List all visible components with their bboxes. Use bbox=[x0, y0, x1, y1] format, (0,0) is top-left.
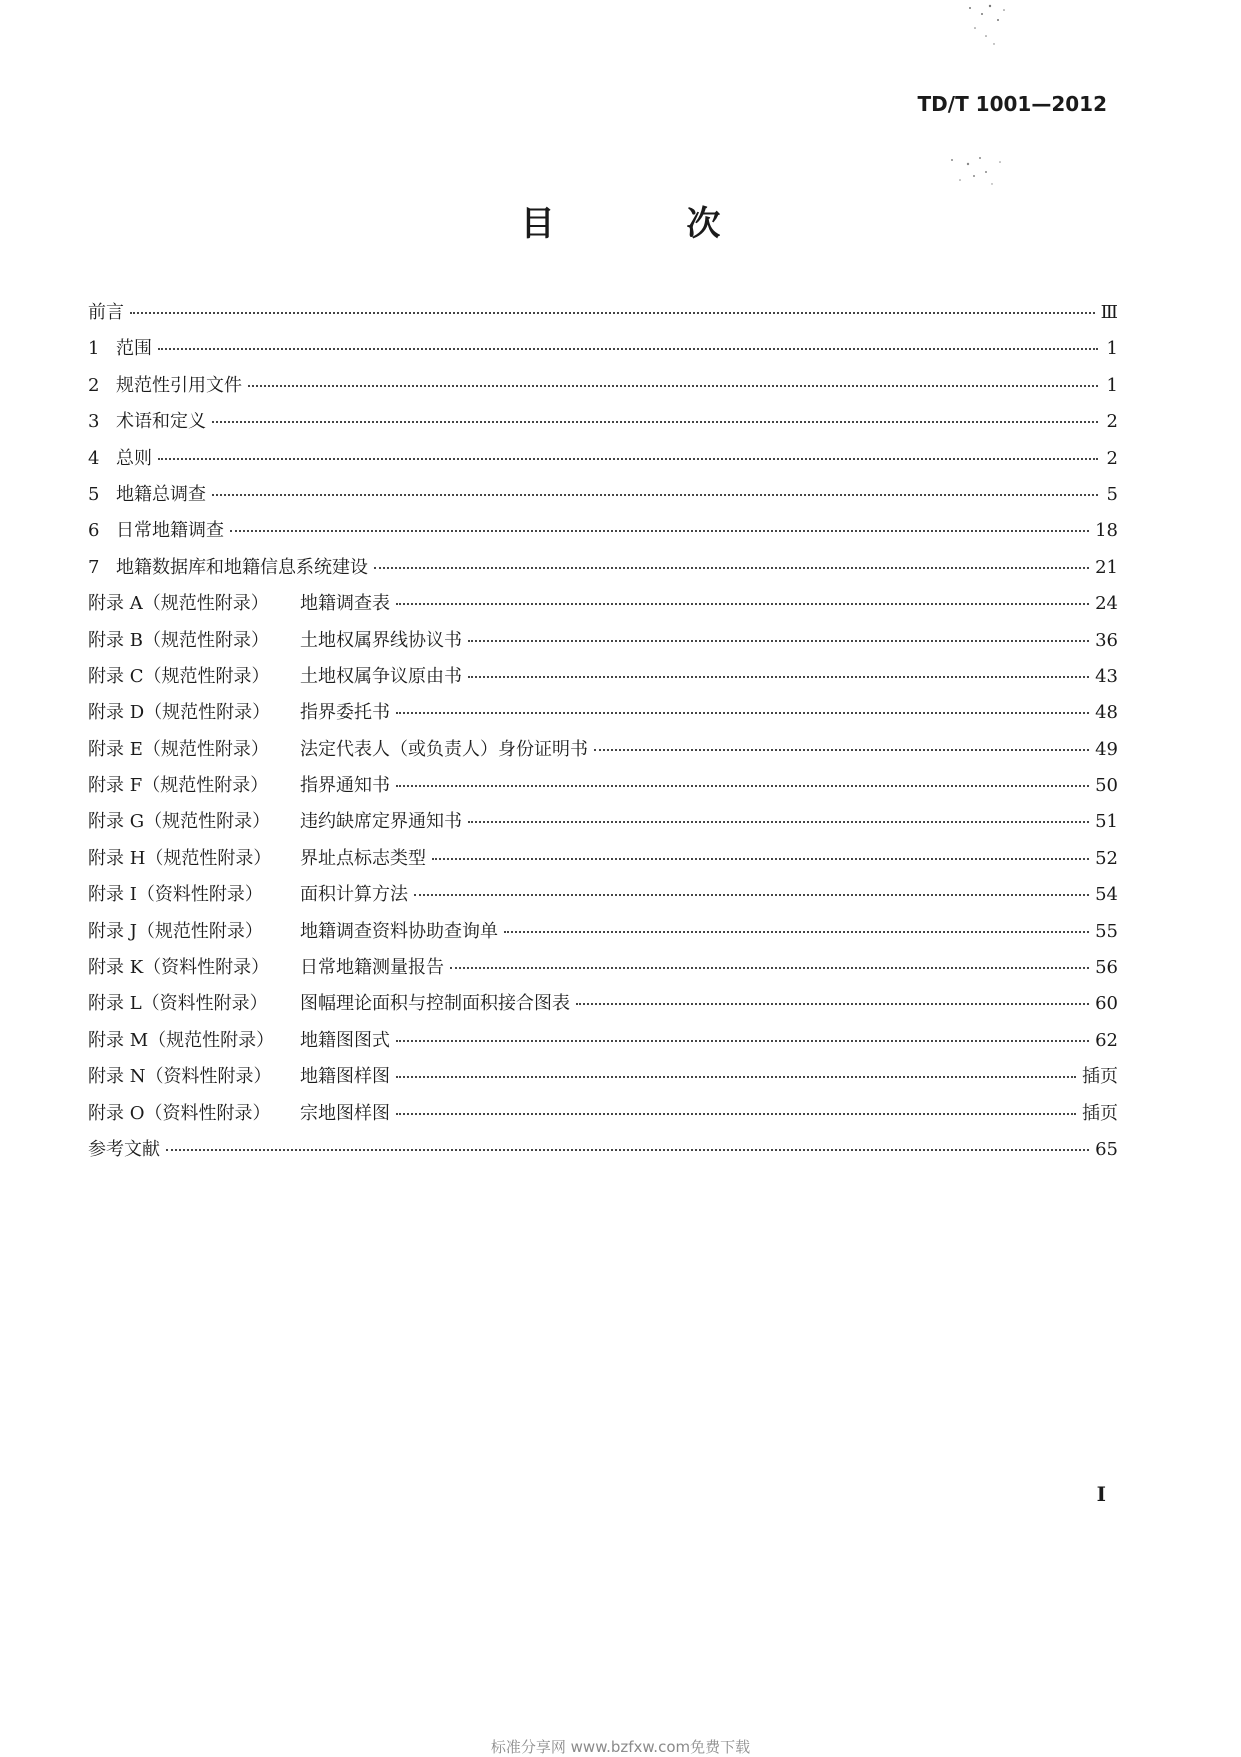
toc-entry[interactable] bbox=[88, 334, 1118, 370]
toc-entry-page: 插页 bbox=[1082, 1102, 1118, 1124]
toc-dot-leader bbox=[450, 967, 1089, 969]
toc-dot-leader bbox=[248, 385, 1098, 387]
toc-dot-leader bbox=[374, 567, 1089, 569]
toc-entry-appendix: 附录 J（规范性附录） bbox=[88, 920, 263, 942]
toc-dot-leader bbox=[396, 603, 1089, 605]
toc-entry-page: 50 bbox=[1095, 775, 1118, 797]
toc-entry-label: 日常地籍调查 bbox=[116, 520, 224, 542]
toc-entry[interactable] bbox=[88, 662, 1118, 698]
toc-entry-appendix: 附录 E（规范性附录） bbox=[88, 738, 269, 760]
toc-dot-leader bbox=[396, 1113, 1076, 1115]
toc-entry-label: 规范性引用文件 bbox=[116, 374, 242, 396]
toc-entry-page: 2 bbox=[1106, 411, 1118, 433]
toc-entry-label: 图幅理论面积与控制面积接合图表 bbox=[300, 993, 570, 1015]
toc-entry-page: 2 bbox=[1106, 447, 1118, 469]
toc-entry-page: 43 bbox=[1095, 665, 1118, 687]
toc-entry-label: 土地权属界线协议书 bbox=[300, 629, 462, 651]
toc-entry-label: 地籍调查资料协助查询单 bbox=[300, 920, 498, 942]
toc-dot-leader bbox=[396, 712, 1089, 714]
toc-entry-page: 62 bbox=[1095, 1029, 1118, 1051]
toc-dot-leader bbox=[468, 821, 1089, 823]
toc-entry-page: 1 bbox=[1106, 338, 1118, 360]
toc-dot-leader bbox=[158, 348, 1098, 350]
toc-entry-page: 36 bbox=[1095, 629, 1118, 651]
toc-entry[interactable] bbox=[88, 771, 1118, 807]
toc-entry-number: 7 bbox=[88, 556, 100, 578]
toc-entry-label: 参考文献 bbox=[88, 1138, 160, 1160]
toc-entry-label: 地籍图样图 bbox=[300, 1066, 390, 1088]
footer-watermark: 标准分享网 www.bzfxw.com免费下载 bbox=[490, 1738, 751, 1756]
toc-entry-appendix: 附录 B（规范性附录） bbox=[88, 629, 269, 651]
toc-entry-page: 54 bbox=[1095, 884, 1118, 906]
toc-dot-leader bbox=[468, 676, 1089, 678]
toc-entry[interactable] bbox=[88, 480, 1118, 516]
toc-dot-leader bbox=[212, 494, 1098, 496]
toc-entry-appendix: 附录 O（资料性附录） bbox=[88, 1102, 271, 1124]
toc-entry[interactable] bbox=[88, 880, 1118, 916]
toc-entry[interactable] bbox=[88, 989, 1118, 1025]
toc-entry[interactable] bbox=[88, 371, 1118, 407]
toc-entry-label: 指界通知书 bbox=[300, 775, 390, 797]
toc-entry[interactable] bbox=[88, 298, 1118, 334]
toc-entry[interactable] bbox=[88, 1099, 1118, 1135]
toc-entry-page: 1 bbox=[1106, 374, 1118, 396]
toc-dot-leader bbox=[576, 1003, 1089, 1005]
scan-noise bbox=[960, 0, 1040, 60]
toc-dot-leader bbox=[396, 1076, 1076, 1078]
toc-dot-leader bbox=[432, 858, 1089, 860]
toc-entry-page: 56 bbox=[1095, 957, 1118, 979]
toc-dot-leader bbox=[396, 785, 1089, 787]
toc-entry-label: 地籍图图式 bbox=[300, 1029, 390, 1051]
toc-dot-leader bbox=[414, 894, 1089, 896]
toc-entry[interactable] bbox=[88, 1026, 1118, 1062]
toc-entry-label: 法定代表人（或负责人）身份证明书 bbox=[300, 738, 588, 760]
toc-entry-appendix: 附录 G（规范性附录） bbox=[88, 811, 271, 833]
toc-entry-number: 1 bbox=[88, 338, 100, 360]
toc-entry-page: Ⅲ bbox=[1100, 302, 1118, 323]
toc-entry-appendix: 附录 I（资料性附录） bbox=[88, 884, 263, 906]
toc-entry[interactable] bbox=[88, 807, 1118, 843]
toc-entry-label: 范围 bbox=[116, 338, 152, 360]
toc-entry[interactable] bbox=[88, 844, 1118, 880]
toc-entry-label: 日常地籍测量报告 bbox=[300, 957, 444, 979]
toc-entry-page: 插页 bbox=[1082, 1066, 1118, 1088]
toc-dot-leader bbox=[130, 312, 1095, 314]
toc-dot-leader bbox=[468, 640, 1089, 642]
toc-dot-leader bbox=[396, 1040, 1089, 1042]
toc-entry-label: 地籍调查表 bbox=[300, 593, 390, 615]
toc-entry-page: 21 bbox=[1095, 556, 1118, 578]
toc-entry-appendix: 附录 A（规范性附录） bbox=[88, 593, 269, 615]
toc-entry-label: 宗地图样图 bbox=[300, 1102, 390, 1124]
standard-number: TD/T 1001—2012 bbox=[917, 92, 1107, 116]
toc-entry-number: 2 bbox=[88, 374, 100, 396]
toc-entry[interactable] bbox=[88, 444, 1118, 480]
toc-entry-page: 52 bbox=[1095, 847, 1118, 869]
toc-entry[interactable] bbox=[88, 516, 1118, 552]
toc-entry-label: 地籍数据库和地籍信息系统建设 bbox=[116, 556, 368, 578]
toc-entry-label: 总则 bbox=[116, 447, 152, 469]
toc-dot-leader bbox=[212, 421, 1098, 423]
toc-entry-page: 5 bbox=[1106, 483, 1118, 505]
toc-dot-leader bbox=[230, 530, 1089, 532]
toc-entry[interactable] bbox=[88, 1135, 1118, 1171]
toc-entry-number: 6 bbox=[88, 520, 100, 542]
toc-entry-number: 4 bbox=[88, 447, 100, 469]
toc-entry[interactable] bbox=[88, 698, 1118, 734]
toc-entry-number: 5 bbox=[88, 483, 100, 505]
toc-entry-page: 48 bbox=[1095, 702, 1118, 724]
toc-entry-page: 24 bbox=[1095, 593, 1118, 615]
toc-entry-page: 51 bbox=[1095, 811, 1118, 833]
toc-entry[interactable] bbox=[88, 553, 1118, 589]
toc-entry-page: 55 bbox=[1095, 920, 1118, 942]
toc-entry-appendix: 附录 K（资料性附录） bbox=[88, 957, 270, 979]
toc-entry-label: 指界委托书 bbox=[300, 702, 390, 724]
toc-entry[interactable] bbox=[88, 1062, 1118, 1098]
page-number: I bbox=[1096, 1482, 1106, 1506]
toc-entry-page: 49 bbox=[1095, 738, 1118, 760]
toc-dot-leader bbox=[504, 931, 1089, 933]
toc-entry[interactable] bbox=[88, 953, 1118, 989]
toc-entry-appendix: 附录 H（规范性附录） bbox=[88, 847, 272, 869]
toc-entry-number: 3 bbox=[88, 411, 100, 433]
toc-entry-label: 违约缺席定界通知书 bbox=[300, 811, 462, 833]
toc-entry[interactable] bbox=[88, 407, 1118, 443]
toc-entry-label: 地籍总调查 bbox=[116, 483, 206, 505]
toc-entry-appendix: 附录 L（资料性附录） bbox=[88, 993, 268, 1015]
toc-entry-page: 60 bbox=[1095, 993, 1118, 1015]
toc-entry[interactable] bbox=[88, 626, 1118, 662]
toc-entry-label: 面积计算方法 bbox=[300, 884, 408, 906]
toc-entry-appendix: 附录 F（规范性附录） bbox=[88, 775, 269, 797]
toc-entry-label: 术语和定义 bbox=[116, 411, 206, 433]
toc-entry[interactable] bbox=[88, 589, 1118, 625]
toc-entry[interactable] bbox=[88, 735, 1118, 771]
toc-entry-appendix: 附录 D（规范性附录） bbox=[88, 702, 271, 724]
toc-dot-leader bbox=[158, 458, 1098, 460]
toc-dot-leader bbox=[594, 749, 1089, 751]
toc-entry[interactable] bbox=[88, 917, 1118, 953]
table-of-contents bbox=[88, 298, 1118, 1171]
toc-entry-label: 前言 bbox=[88, 302, 124, 323]
toc-entry-label: 土地权属争议原由书 bbox=[300, 665, 462, 687]
toc-entry-page: 65 bbox=[1095, 1138, 1118, 1160]
page-title: 目 次 bbox=[520, 204, 781, 244]
toc-dot-leader bbox=[166, 1149, 1089, 1151]
toc-entry-label: 界址点标志类型 bbox=[300, 847, 426, 869]
toc-entry-appendix: 附录 N（资料性附录） bbox=[88, 1066, 272, 1088]
toc-entry-page: 18 bbox=[1095, 520, 1118, 542]
toc-entry-appendix: 附录 C（规范性附录） bbox=[88, 665, 270, 687]
toc-entry-appendix: 附录 M（规范性附录） bbox=[88, 1029, 275, 1051]
